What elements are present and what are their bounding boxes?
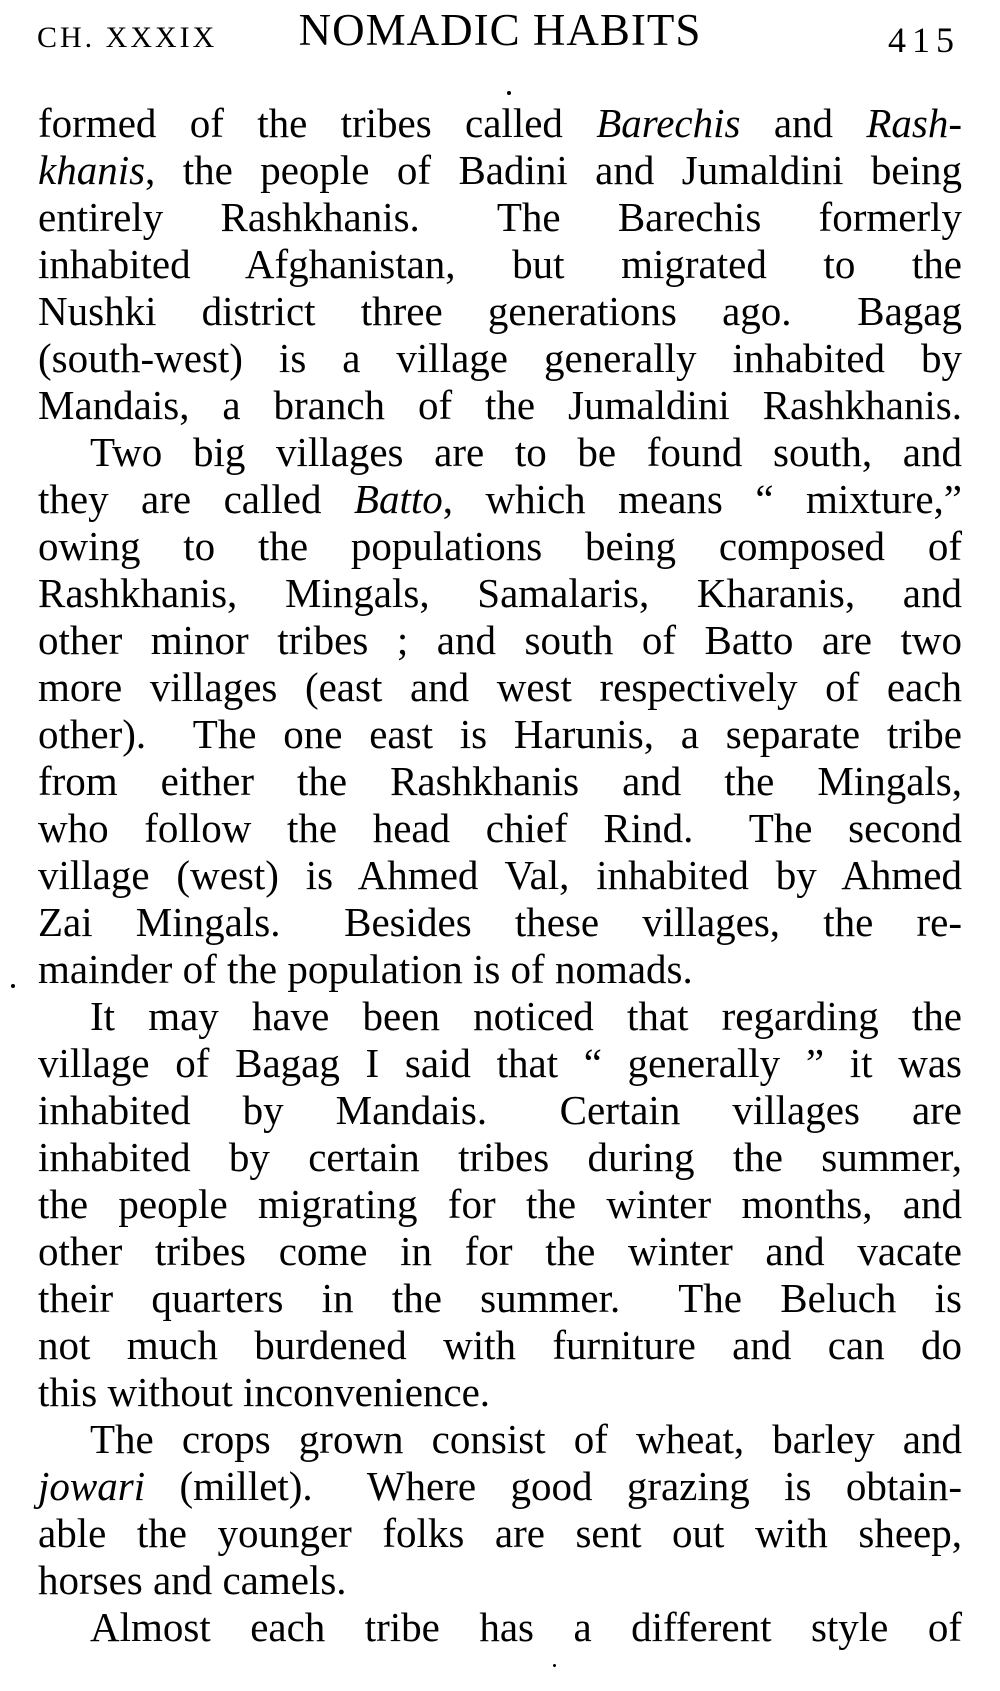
- text-line: other tribes come in for the winter and vacate: [38, 1228, 962, 1274]
- italic-text: jowari: [38, 1463, 146, 1509]
- text-line: village (west) is Ahmed Val, inhabited by Ahmed: [38, 852, 962, 898]
- italic-text: khanis: [38, 147, 146, 193]
- text-line: who follow the head chief Rind. The second: [38, 805, 962, 851]
- text-line: the people migrating for the winter months, and: [38, 1181, 962, 1227]
- italic-text: Barechis: [596, 100, 741, 146]
- text-line: entirely Rashkhanis. The Barechis formerly: [38, 194, 962, 240]
- text-line: other). The one east is Harunis, a separate tribe: [38, 711, 962, 757]
- text-line: (south-west) is a village generally inhabited by: [38, 335, 962, 381]
- text-line: jowari (millet). Where good grazing is obtain-: [38, 1463, 962, 1509]
- text-line: inhabited by certain tribes during the summer,: [38, 1134, 962, 1180]
- chapter-label: CH. XXXIX: [37, 21, 218, 54]
- italic-text: Rash-: [866, 100, 962, 146]
- text-line: It may have been noticed that regarding the: [90, 993, 962, 1039]
- text-line: more villages (east and west respectively of each: [38, 664, 962, 710]
- text-line: The crops grown consist of wheat, barley and: [90, 1416, 962, 1462]
- text-line: inhabited Afghanistan, but migrated to the: [38, 241, 962, 287]
- ink-speck: [11, 984, 15, 988]
- text-line: from either the Rashkhanis and the Mingals,: [38, 758, 962, 804]
- text-line: horses and camels.: [38, 1557, 347, 1603]
- ink-speck: [507, 91, 511, 95]
- text-line: formed of the tribes called Barechis and Rash-: [38, 100, 962, 146]
- page-title: NOMADIC HABITS: [298, 5, 702, 55]
- text-line: not much burdened with furniture and can do: [38, 1322, 962, 1368]
- text-line: khanis, the people of Badini and Jumaldini being: [38, 147, 962, 193]
- text-line: Almost each tribe has a different style of: [90, 1604, 962, 1650]
- text-line: inhabited by Mandais. Certain villages are: [38, 1087, 962, 1133]
- text-line: Zai Mingals. Besides these villages, the re-: [38, 899, 962, 945]
- italic-text: Batto: [353, 476, 443, 522]
- text-line: their quarters in the summer. The Beluch is: [38, 1275, 962, 1321]
- text-line: Mandais, a branch of the Jumaldini Rashkhanis.: [38, 382, 962, 428]
- text-line: village of Bagag I said that “ generally ” it was: [38, 1040, 962, 1086]
- running-head: [0, 0, 1000, 80]
- text-line: Rashkhanis, Mingals, Samalaris, Kharanis, and: [38, 570, 962, 616]
- text-line: owing to the populations being composed of: [38, 523, 962, 569]
- text-line: they are called Batto, which means “ mixture,”: [38, 476, 962, 522]
- ink-speck: [553, 1664, 556, 1667]
- text-line: Nushki district three generations ago. Bagag: [38, 288, 962, 334]
- text-line: mainder of the population is of nomads.: [38, 946, 693, 992]
- text-block: [38, 100, 962, 1651]
- text-line: Two big villages are to be found south, and: [90, 429, 962, 475]
- text-line: able the younger folks are sent out with sheep,: [38, 1510, 962, 1556]
- text-line: this without inconvenience.: [38, 1369, 491, 1415]
- text-line: other minor tribes ; and south of Batto are two: [38, 617, 962, 663]
- page-number: 415: [888, 20, 960, 60]
